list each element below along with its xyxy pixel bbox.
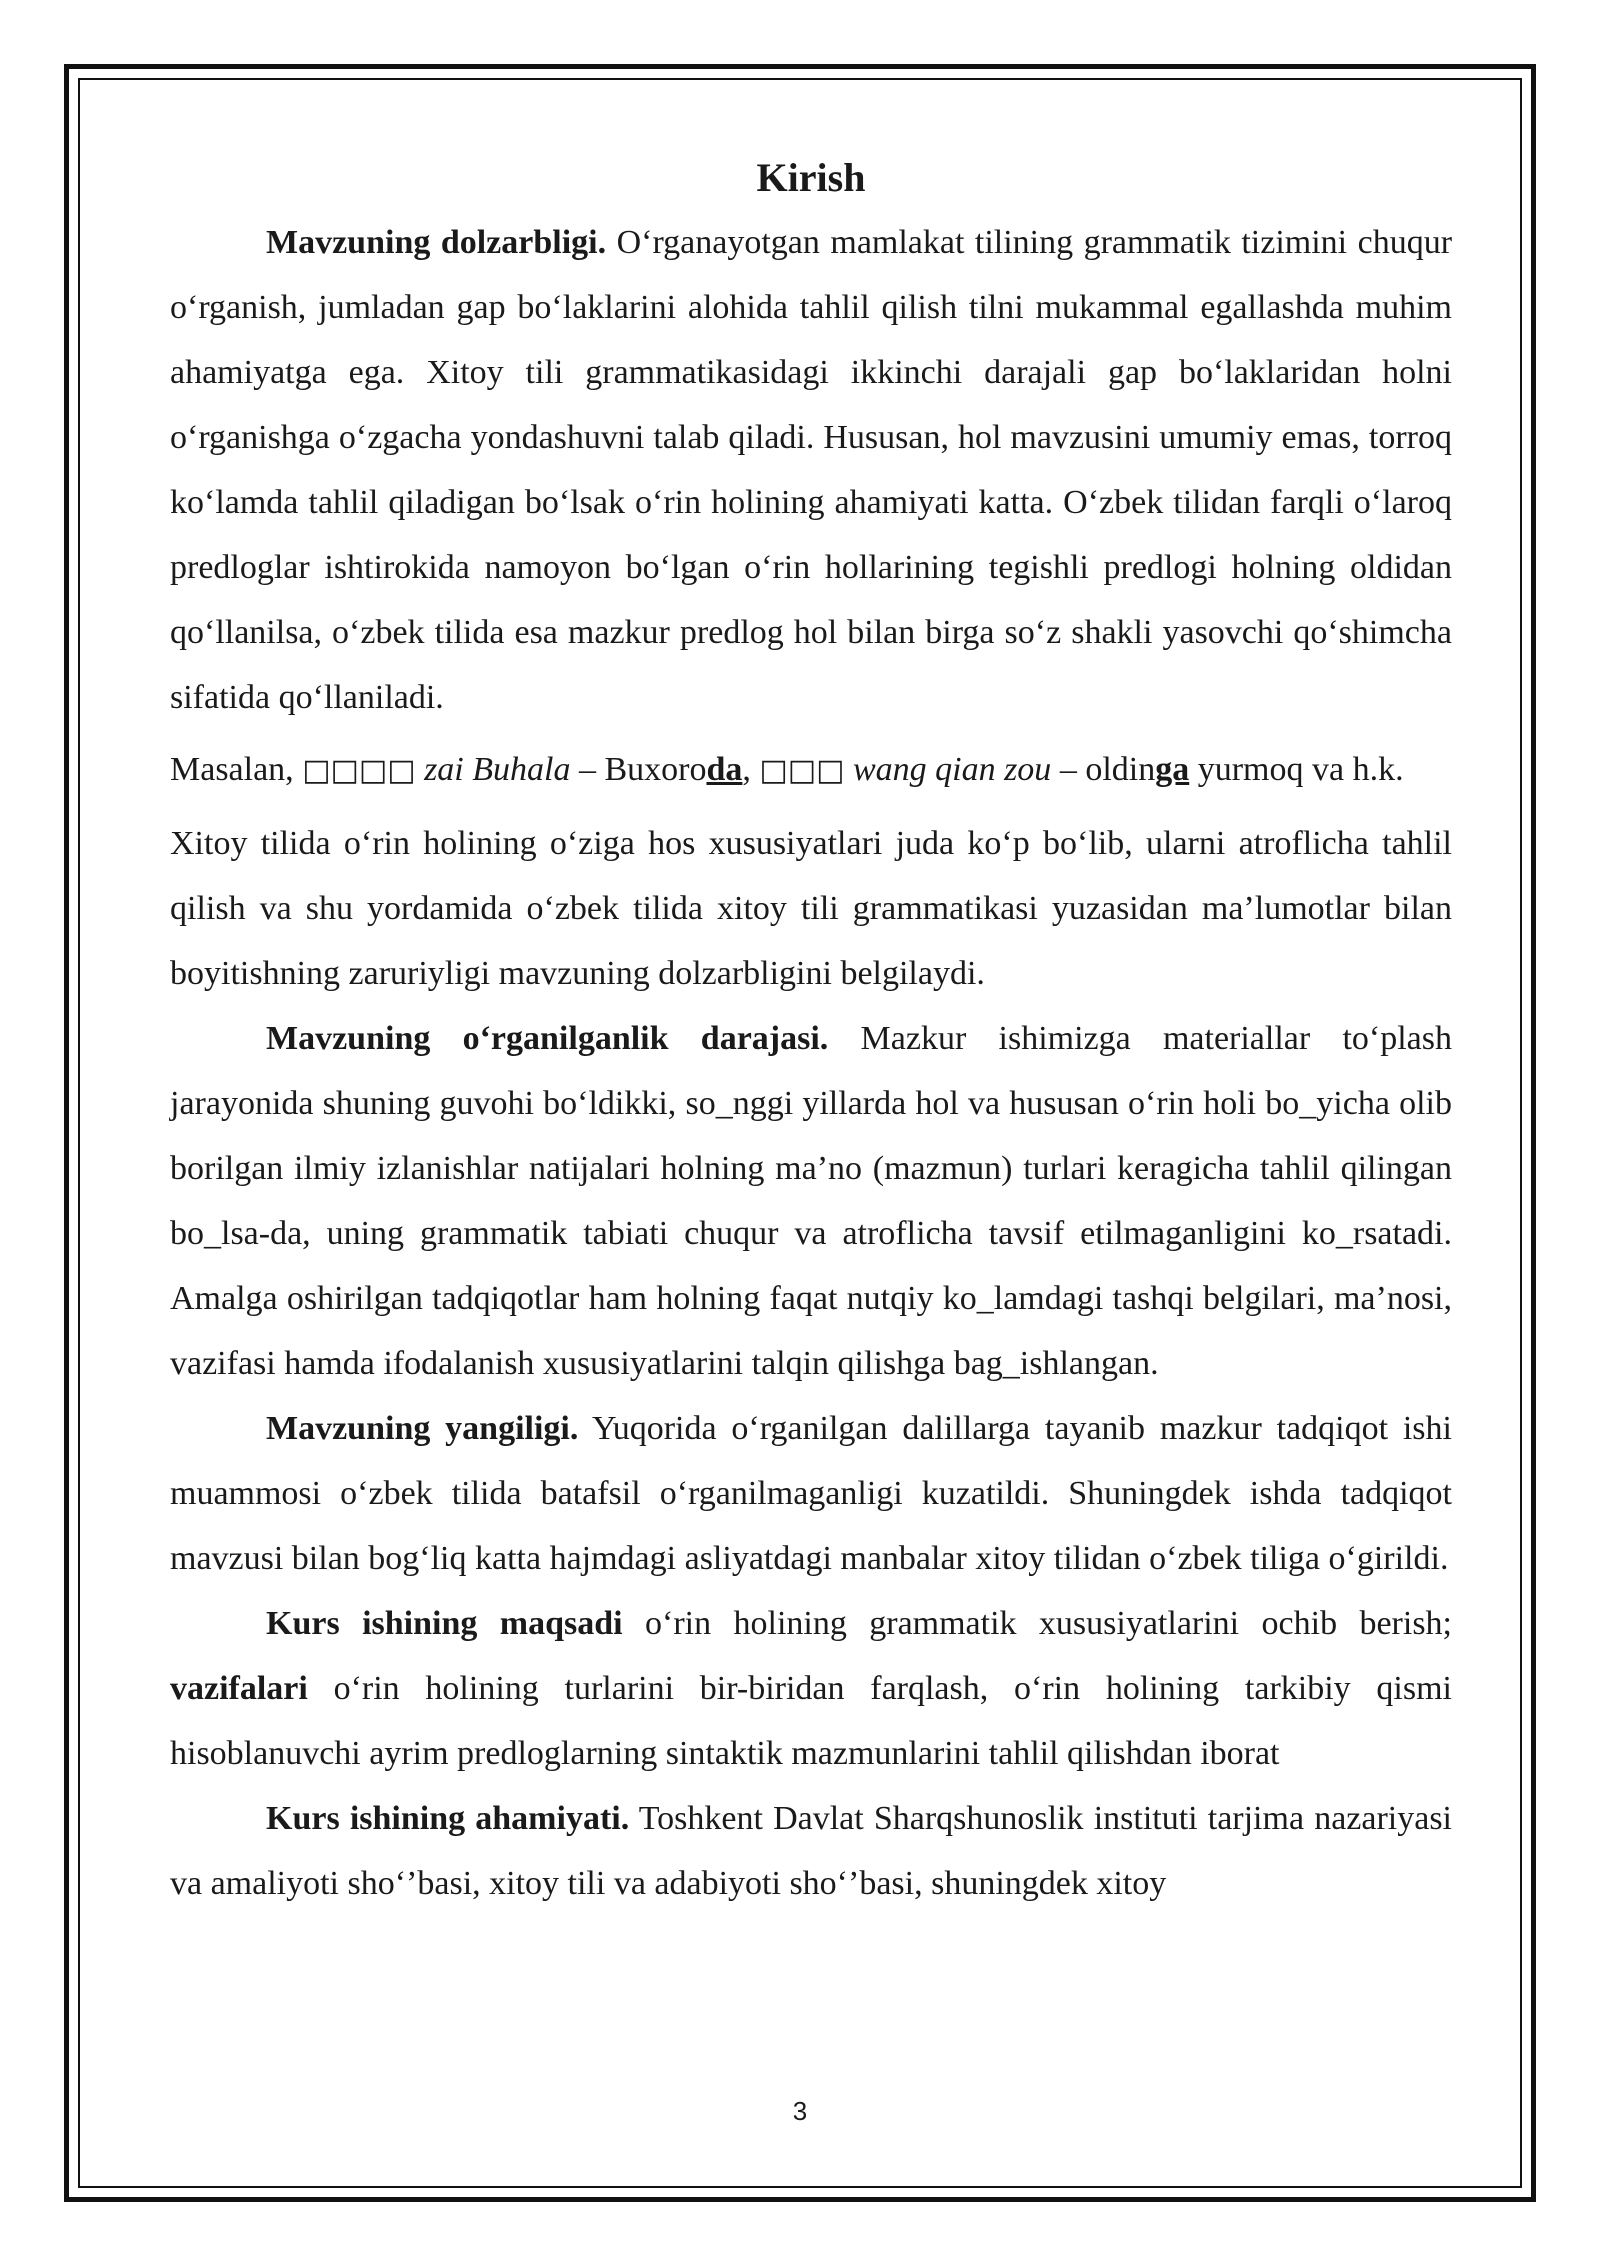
example-separator: , — [742, 751, 760, 788]
paragraph-importance — [170, 1786, 1452, 1916]
example-prefix: Masalan, — [170, 751, 303, 788]
goal-text: o‘rin holining grammatik xususiyatlarini ochib berish; — [622, 1605, 1453, 1642]
example2-translation: – oldin — [1051, 751, 1156, 788]
paragraph-novelty — [170, 1396, 1452, 1591]
page-title: Kirish — [756, 155, 866, 200]
relevance-text: O‘rganayotgan mamlakat tilining grammatik tizimini chuqur o‘rganish, jumladan gap bo‘laklarini alohida tahlil qilish tilni mukammal egallashda muhim ahamiyatga ega. Xitoy tili grammatikasidagi ikkinchi darajali gap bo‘laklaridan holni o‘rganishga o‘zgacha yondashuvni talab qiladi. Hususan, hol mavzusini umumiy emas, torroq ko‘lamda tahlil qiladigan bo‘lsak o‘rin holining ahamiyati katta. O‘zbek tilidan farqli o‘laroq predloglar ishtirokida namoyon bo‘lgan o‘rin hollarining tegishli predlogi holning oldidan qo‘llanilsa, o‘zbek tilida esa mazkur predlog hol bilan birga so‘z shakli yasovchi qo‘shimcha sifatida qo‘llaniladi. — [170, 224, 1453, 716]
tasks-text: o‘rin holining turlarini bir-biridan farqlash, o‘rin holining tarkibiy qismi hisoblanuvchi ayrim predloglarning sintaktik mazmunlarini tahlil qilishdan iborat — [170, 1670, 1452, 1772]
example-tail: yurmoq va h.k. — [1189, 751, 1404, 788]
page-number: 3 — [792, 2096, 808, 2126]
example1-pinyin: zai Buhala — [415, 751, 571, 788]
importance-heading: Kurs ishining ahamiyati. — [266, 1800, 630, 1837]
study-level-heading: Mavzuning o‘rganilganlik darajasi. — [266, 1020, 829, 1057]
paragraph-relevance-continued: Xitoy tilida o‘rin holining o‘ziga hos xususiyatlari juda ko‘p bo‘lib, ularni atroflicha tahlil qilish va shu yordamida o‘zbek tilida xitoy tili grammatikasi yuzasidan ma’lumotlar bilan boyitishning zaruriyligi mavzuning dolzarbligini belgilaydi. — [170, 825, 1452, 992]
tasks-heading: vazifalari — [170, 1670, 308, 1707]
importance-text: Toshkent Davlat Sharqshunoslik instituti tarjima nazariyasi va amaliyoti sho‘’basi, xitoy tili va adabiyoti sho‘’basi, shuningdek xitoy — [170, 1800, 1452, 1902]
example2-suffix: ga — [1155, 751, 1190, 788]
example1-chinese: □□□□ — [302, 753, 416, 788]
document-body — [170, 148, 1452, 1916]
example1-translation: – Buxoro — [570, 751, 707, 788]
novelty-heading: Mavzuning yangiligi. — [266, 1410, 579, 1447]
example2-pinyin: wang qian zou — [844, 751, 1052, 788]
paragraph-study-level — [170, 1006, 1452, 1396]
relevance-heading: Mavzuning dolzarbligi. — [266, 224, 607, 261]
example-line — [170, 730, 1452, 811]
goal-heading: Kurs ishining maqsadi — [266, 1605, 623, 1642]
example2-chinese: □□□ — [759, 753, 845, 788]
example1-suffix: da — [706, 751, 743, 788]
novelty-text: Yuqorida o‘rganilgan dalillarga tayanib mazkur tadqiqot ishi muammosi o‘zbek tilida batafsil o‘rganilmaganligi kuzatildi. Shuningdek ishda tadqiqot mavzusi bilan bog‘liq katta hajmdagi asliyatdagi manbalar xitoy tilidan o‘zbek tiliga o‘girildi. — [170, 1410, 1452, 1577]
paragraph-goal — [170, 1591, 1452, 1786]
study-level-text: Mazkur ishimizga materiallar to‘plash jarayonida shuning guvohi bo‘ldikki, so_nggi yillarda hol va hususan o‘rin holi bo_yicha olib borilgan ilmiy izlanishlar natijalari holning ma’no (mazmun) turlari keragicha tahlil qilingan bo_lsa-da, uning grammatik tabiati chuqur va atroflicha tavsif etilmaganligini ko_rsatadi. Amalga oshirilgan tadqiqotlar ham holning faqat nutqiy ko_lamdagi tashqi belgilari, ma’nosi, vazifasi hamda ifodalanish xususiyatlarini talqin qilishga bag_ishlangan. — [170, 1020, 1452, 1382]
paragraph-relevance — [170, 210, 1452, 730]
